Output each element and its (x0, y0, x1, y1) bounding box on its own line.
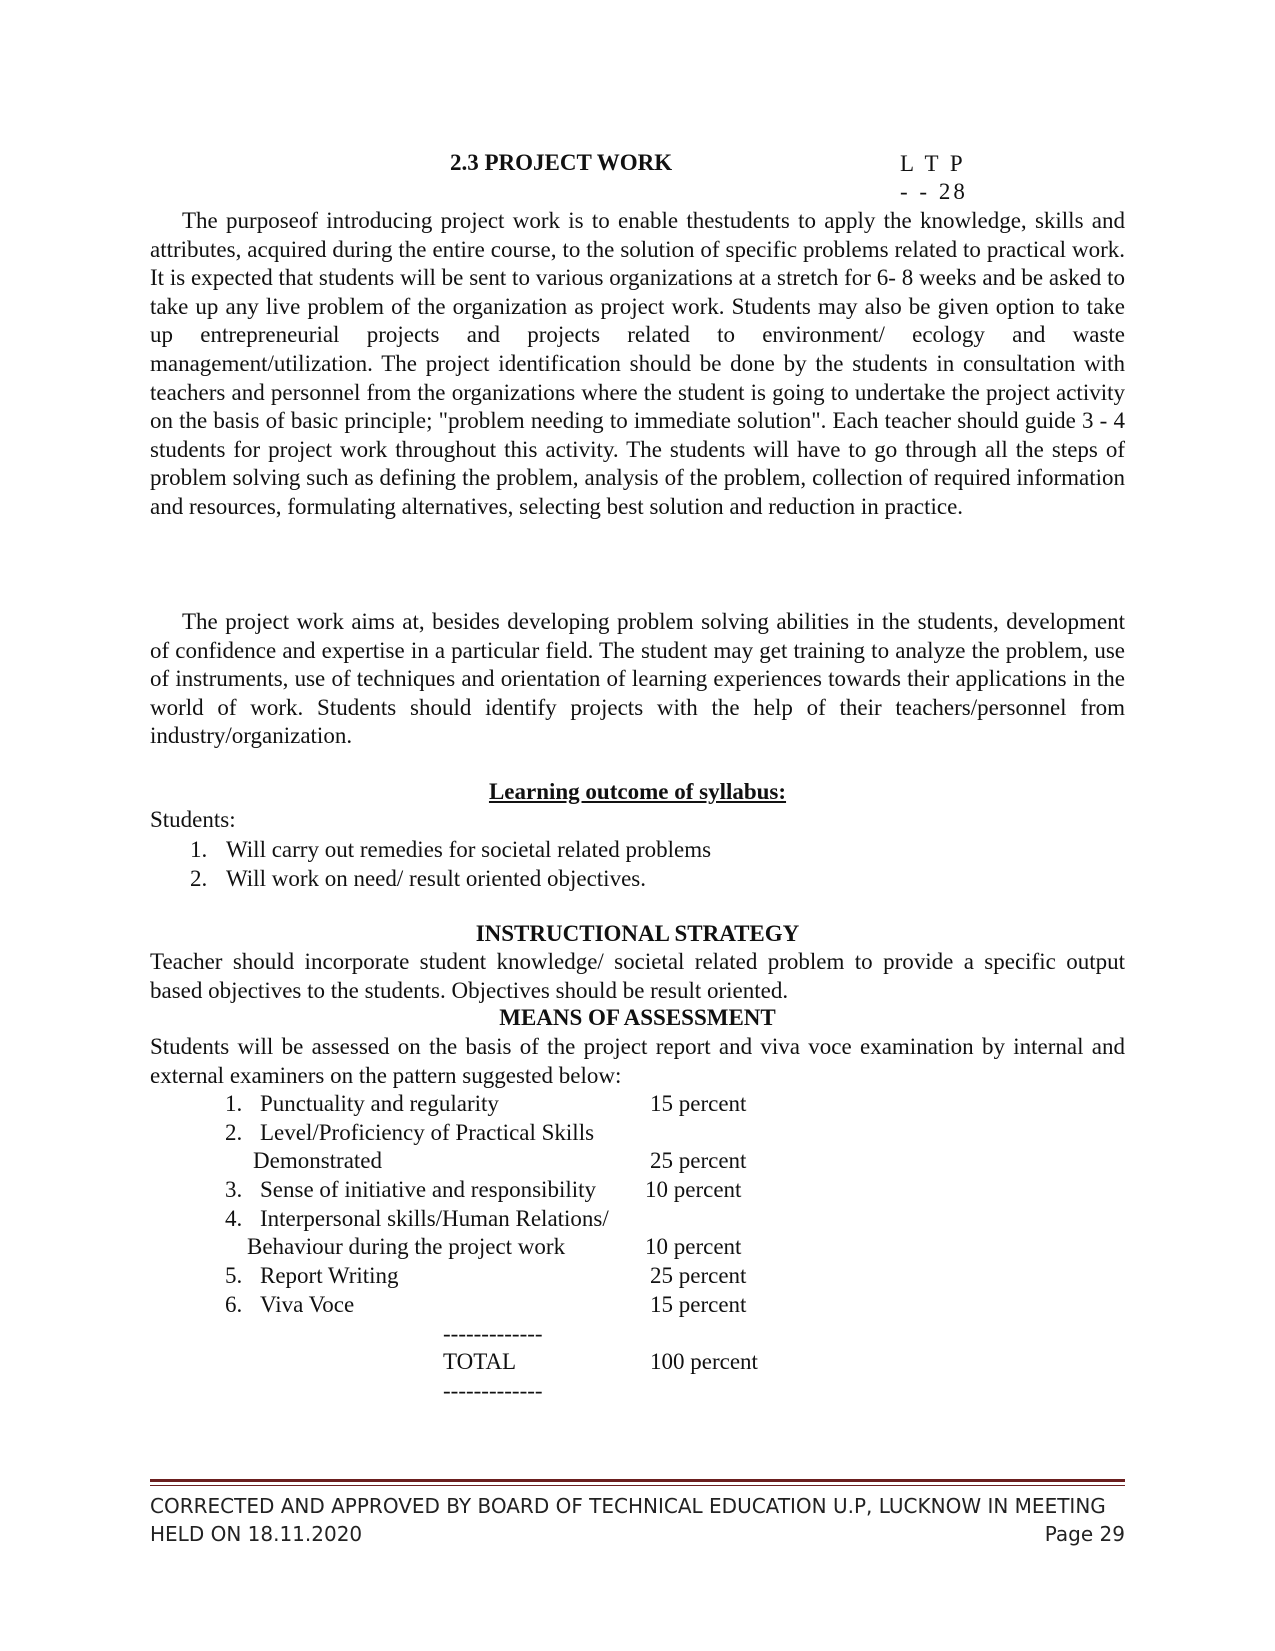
ltp-label: L T P (900, 151, 966, 176)
row-label-continued: Demonstrated (253, 1148, 383, 1174)
list-text: Will carry out remedies for societal related problems (226, 837, 712, 862)
row-label: Sense of initiative and responsibility (260, 1177, 597, 1203)
list-text: Will work on need/ result oriented objectives. (226, 866, 646, 891)
instructional-strategy-heading: INSTRUCTIONAL STRATEGY (475, 921, 800, 946)
dash-separator: ------------- (443, 1320, 543, 1346)
row-percent: 10 percent (645, 1177, 742, 1203)
row-number: 5. (225, 1263, 243, 1289)
row-label: Level/Proficiency of Practical Skills (260, 1119, 595, 1145)
learning-outcome-list (190, 835, 711, 893)
learning-outcome-heading: Learning outcome of syllabus: (488, 779, 787, 804)
dash-separator: ------------- (443, 1377, 543, 1403)
instructional-strategy-text: Teacher should incorporate student knowledge/ societal related problem to provide a specific output based objectives to the students. Objectives should be result oriented. (150, 949, 1125, 1003)
section-title: 2.3 PROJECT WORK (450, 150, 673, 175)
row-number: 3. (225, 1177, 243, 1203)
assessment-text: Students will be assessed on the basis of the project report and viva voce examination by internal and external examiners on the pattern suggested below: (150, 1034, 1125, 1088)
row-label: Punctuality and regularity (260, 1091, 499, 1116)
list-number: 2. (190, 866, 208, 891)
document-page (150, 0, 1125, 1651)
footer-line-2: HELD ON 18.11.2020 (150, 1522, 363, 1546)
footer-divider-thin (150, 1485, 1125, 1486)
ltp-block (900, 150, 968, 206)
page-footer (150, 1492, 1125, 1548)
row-label: Report Writing (260, 1263, 399, 1289)
row-number: 1. (225, 1091, 243, 1116)
footer-divider (150, 1479, 1125, 1482)
list-item (190, 864, 711, 893)
footer-line-1: CORRECTED AND APPROVED BY BOARD OF TECHNICAL EDUCATION U.P, LUCKNOW IN MEETING (150, 1494, 1106, 1518)
aims-paragraph: The project work aims at, besides developing problem solving abilities in the students, development of confidence and expertise in a particular field. The student may get training to analyze the problem, use of instruments, use of techniques and orientation of learning experiences towards their applications in the world of work. Students should identify projects with the help of their teachers/personnel from industry/organization. (150, 609, 1125, 749)
total-percent: 100 percent (650, 1349, 758, 1375)
intro-paragraph: The purposeof introducing project work is to enable thestudents to apply the knowledge, skills and attributes, acquired during the entire course, to the solution of specific problems related to practical work. It is expected that students will be sent to various organizations at a stretch for 6- 8 weeks and be asked to take up any live problem of the organization as project work. Students may also be given option to take up entrepreneurial projects and projects related to environment/ ecology and waste management/utilization. The project identification should be done by the students in consultation with teachers and personnel from the organizations where the student is going to undertake the project activity on the basis of basic principle; "problem needing to immediate solution". Each teacher should guide 3 - 4 students for project work throughout this activity. The students will have to go through all the steps of problem solving such as defining the problem, analysis of the problem, collection of required information and resources, formulating alternatives, selecting best solution and reduction in practice. (150, 208, 1125, 519)
page-number: Page 29 (1044, 1522, 1125, 1546)
row-label: Viva Voce (260, 1291, 355, 1317)
row-number: 6. (225, 1291, 243, 1317)
row-percent: 25 percent (650, 1263, 747, 1289)
row-number: 4. (225, 1205, 243, 1231)
row-percent: 10 percent (645, 1234, 742, 1260)
students-label: Students: (150, 807, 236, 832)
total-label: TOTAL (443, 1349, 517, 1375)
row-label-continued: Behaviour during the project work (247, 1234, 566, 1260)
row-percent: 15 percent (650, 1091, 747, 1116)
row-percent: 15 percent (650, 1291, 747, 1317)
row-label: Interpersonal skills/Human Relations/ (260, 1205, 609, 1231)
ltp-values: - - 28 (900, 179, 968, 204)
list-item (190, 835, 711, 864)
assessment-heading: MEANS OF ASSESSMENT (499, 1005, 776, 1030)
row-percent: 25 percent (650, 1148, 747, 1174)
row-number: 2. (225, 1119, 243, 1145)
list-number: 1. (190, 837, 208, 862)
